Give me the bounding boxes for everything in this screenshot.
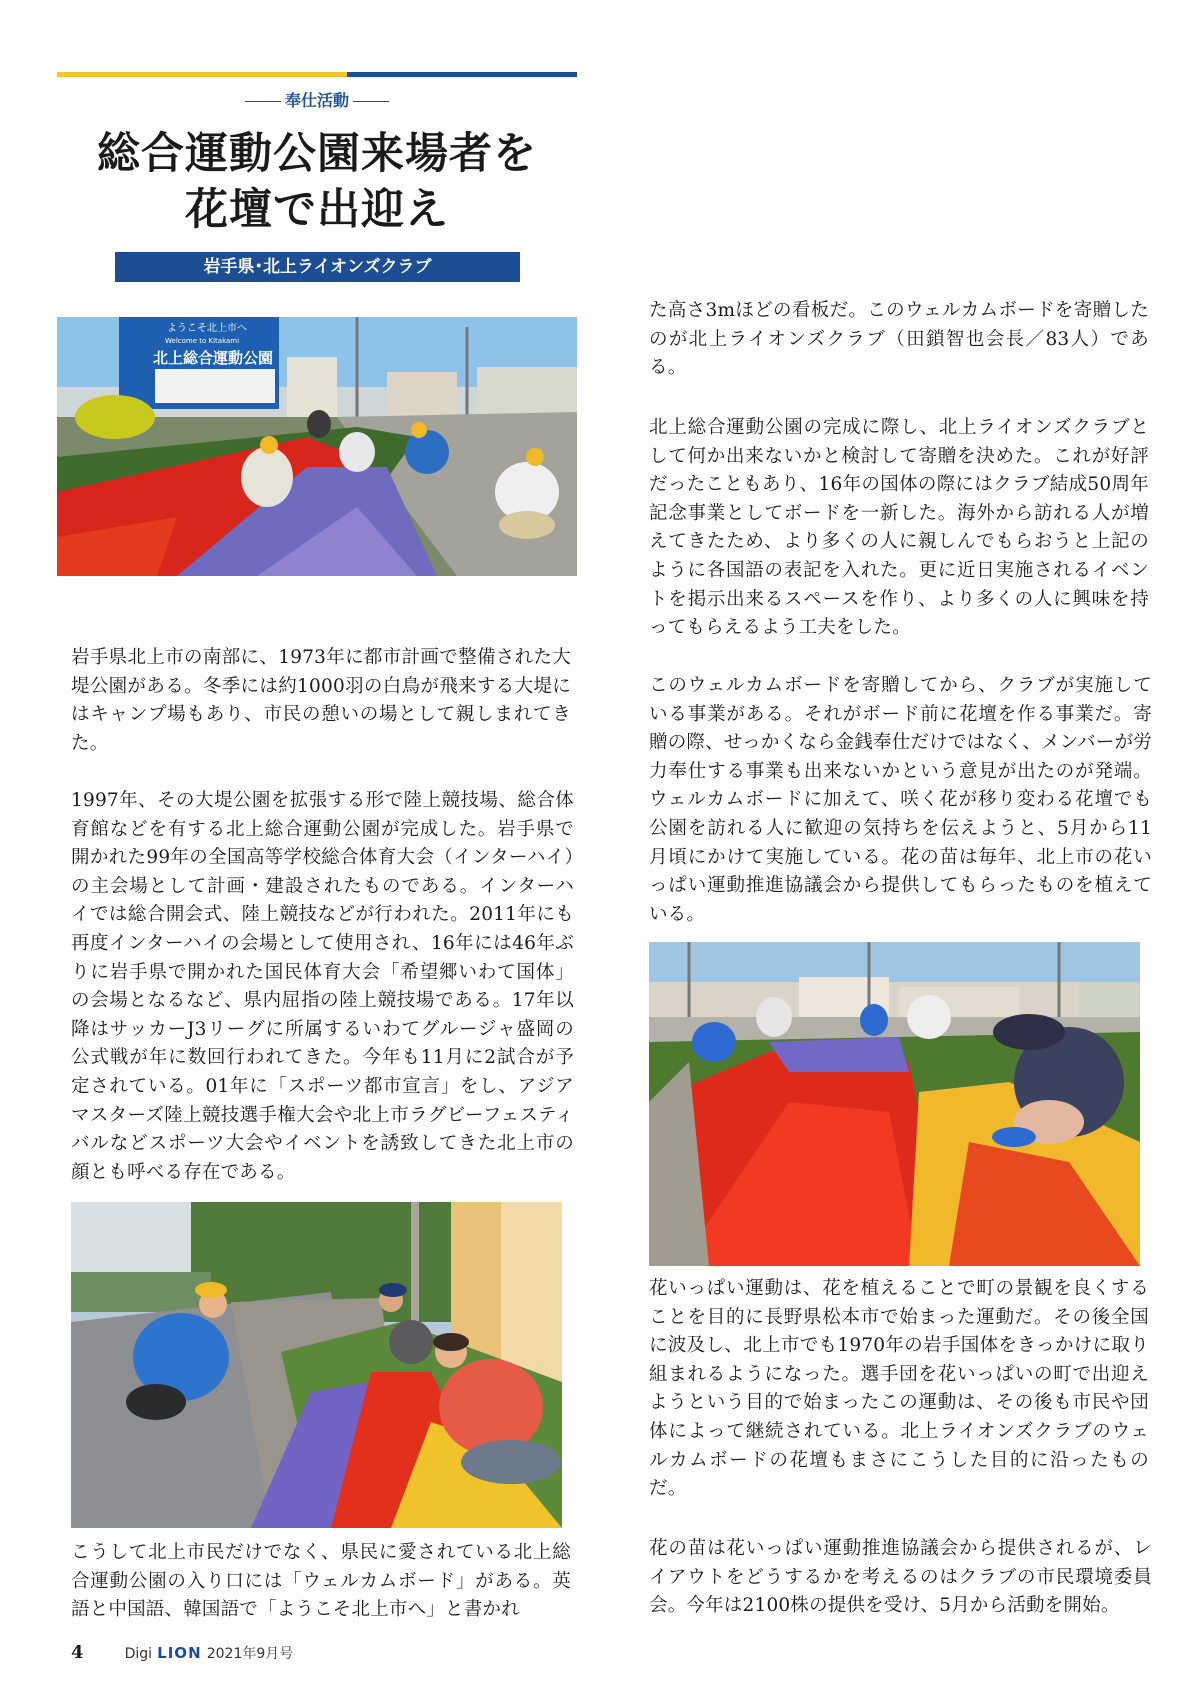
article-paragraph-2: 1997年、その大堤公園を拡張する形で陸上競技場、総合体育館などを有する北上総合運動公園が完成した。岩手県で開かれた99年の全国高等学校総合体育大会（インターハイ）の主会場として計画・建設されたものである。インターハイでは総合開会式、陸上競技などが行われた。2011年にも再度インターハイの会場として使用され、16年には46年ぶりに岩手県で開かれた国民体育大会「希望郷いわて国体」の会場となるなど、県内屈指の陸上競技場である。17年以降はサッカーJ3リーグに所属するいわてグルージャ盛岡の公式戦が年に数回行われてきた。今年も11月に2試合が予定されている。01年に「スポーツ都市宣言」をし、アジアマスターズ陸上競技選手権大会や北上市ラグビーフェスティバルなどスポーツ大会やイベントを誘致してきた北上市の顔とも呼べる存在である。	[71, 790, 574, 1183]
article-paragraph-5: 北上総合運動公園の完成に際し、北上ライオンズクラブとして何か出来ないかと検討して寄贈を決めた。これが好評だったこともあり、16年の国体の際にはクラブ結成50周年記念事業としてボードを一新した。海外から訪れる人が増えてきたため、より多くの人に親しんでもらおうと上記のように各国語の表記を入れた。更に近日実施されるイベントを掲示出来るスペースを作り、より多くの人に興味を持ってもらえるよう工夫をした。	[649, 417, 1149, 639]
magazine-prefix: Digi	[124, 1646, 153, 1662]
article-paragraph-7: 花いっぱい運動は、花を植えることで町の景観を良くすることを目的に長野県松本市で始まった運動だ。その後全国に波及し、北上市でも1970年の岩手国体をきっかけに取り組まれるようになった。選手団を花いっぱいの町で出迎えようという目的で始まったこの運動は、その後も市民や団体によって継続されている。北上ライオンズクラブのウェルカムボードの花壇もまさにこうした目的に沿ったものだ。	[649, 1278, 1149, 1500]
category-text: 奉仕活動	[284, 91, 349, 110]
issue-date: 2021年9月号	[206, 1646, 294, 1662]
article-paragraph-4: た高さ3mほどの看板だ。このウェルカムボードを寄贈したのが北上ライオンズクラブ（田鎖智也会長／83人）である。	[649, 300, 1149, 379]
sign-text-1: ようこそ北上市へ	[167, 323, 247, 334]
category-label	[57, 88, 577, 111]
photo-members-planting	[71, 1202, 562, 1528]
article-title	[57, 126, 577, 238]
sign-text-2: Welcome to Kitakami	[165, 337, 240, 345]
title-line-2: 花壇で出迎え	[185, 185, 449, 235]
photo-flower-bed-image	[649, 942, 1140, 1266]
photo-members-planting-image	[71, 1202, 562, 1528]
header-bar-yellow	[57, 72, 347, 77]
header-color-bar	[57, 72, 577, 77]
article-paragraph-8: 花の苗は花いっぱい運動推進協議会から提供されるが、レイアウトをどうするかを考えるのはクラブの市民環境委員会。今年は2100株の提供を受け、5月から活動を開始。	[649, 1538, 1152, 1617]
category-rule-left	[245, 101, 281, 103]
article-paragraph-6: このウェルカムボードを寄贈してから、クラブが実施している事業がある。それがボード前に花壇を作る事業だ。寄贈の際、せっかくなら金銭奉仕だけではなく、メンバーが労力奉仕する事業も出来ないかという意見が出たのが発端。ウェルカムボードに加えて、咲く花が移り変わる花壇でも公園を訪れる人に歓迎の気持ちを伝えようと、5月から11月頃にかけて実施している。花の苗は毎年、北上市の花いっぱい運動推進協議会から提供してもらったものを植えている。	[649, 675, 1152, 925]
club-banner: 岩手県･北上ライオンズクラブ	[115, 252, 520, 282]
article-paragraph-3: こうして北上市民だけでなく、県民に愛されている北上総合運動公園の入り口には「ウェルカムボード」がある。英語と中国語、韓国語で「ようこそ北上市へ」と書かれ	[71, 1542, 571, 1621]
sign-text-main: 北上総合運動公園	[153, 349, 274, 367]
page-footer	[71, 1642, 293, 1663]
category-rule-right	[353, 101, 389, 103]
header-bar-blue	[347, 72, 577, 77]
photo-welcome-board-image	[57, 317, 577, 576]
page-number: 4	[71, 1642, 84, 1663]
magazine-brand: LION	[157, 1644, 202, 1662]
photo-welcome-board	[57, 317, 577, 576]
title-line-1: 総合運動公園来場者を	[97, 129, 537, 179]
photo-flower-bed	[649, 942, 1140, 1266]
article-paragraph-1: 岩手県北上市の南部に、1973年に都市計画で整備された大堤公園がある。冬季には約1000羽の白鳥が飛来する大堤にはキャンプ場もあり、市民の憩いの場として親しまれてきた。	[71, 647, 571, 754]
